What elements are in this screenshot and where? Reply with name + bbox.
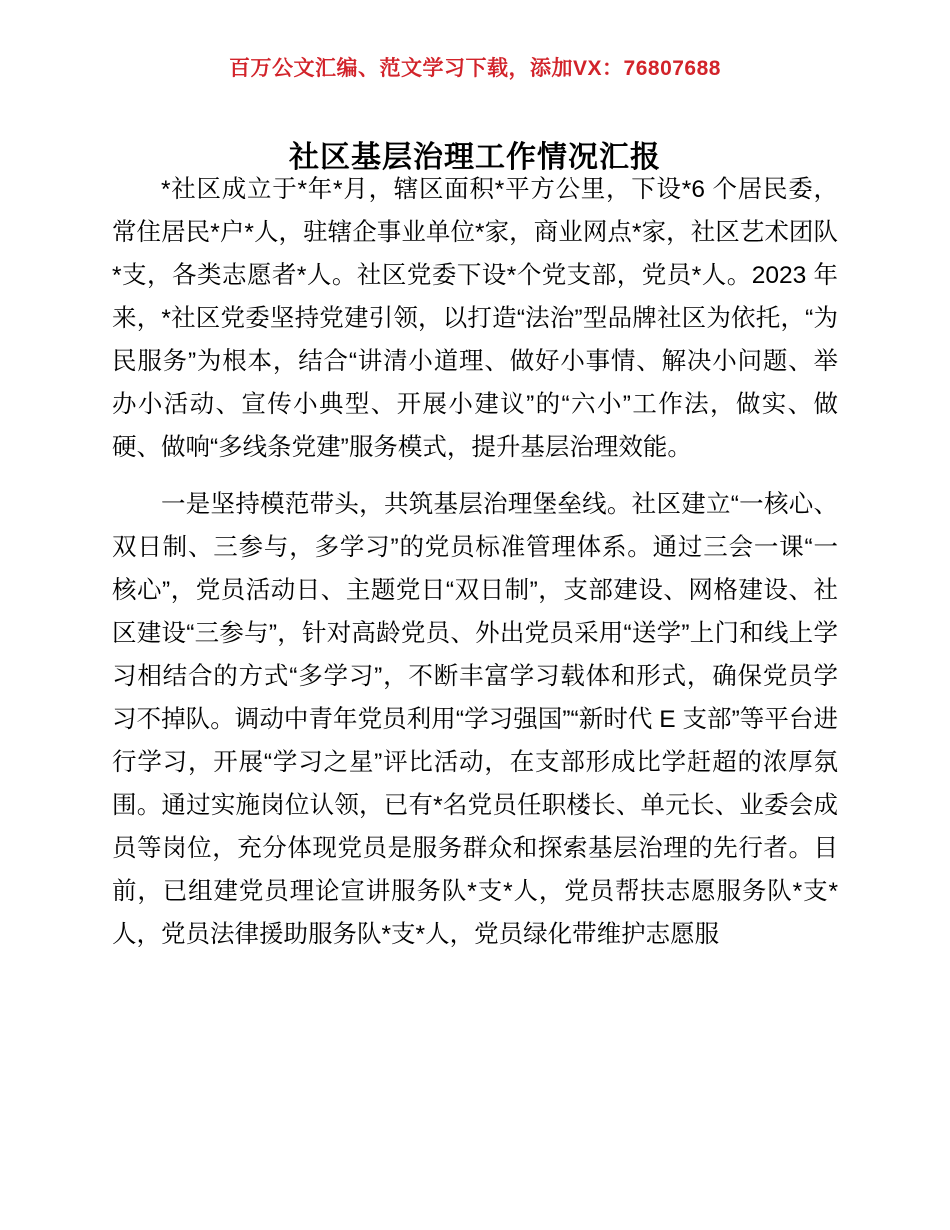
paragraph-1: *社区成立于*年*月，辖区面积*平方公里，下设*6 个居民委，常住居民*户*人，驻辖企事业单位*家，商业网点*家，社区艺术团队*支，各类志愿者*人。社区党委下设*个党支部，党员*人。2023 年来，*社区党委坚持党建引领，以打造“法治”型品牌社区为依托，“为民服务”为根本，结合“讲清小道理、做好小事情、解决小问题、举办小活动、宣传小典型、开展小建议”的“六小”工作法，做实、做硬、做响“多线条党建”服务模式，提升基层治理效能。: [112, 176, 838, 461]
page-title: 社区基层治理工作情况汇报: [289, 141, 661, 175]
watermark-banner: 百万公文汇编、范文学习下载，添加VX：76807688: [229, 57, 721, 80]
document-body: [112, 168, 838, 956]
paragraph-2: 一是坚持模范带头，共筑基层治理堡垒线。社区建立“一核心、双日制、三参与，多学习”的党员标准管理体系。通过三会一课“一核心”，党员活动日、主题党日“双日制”，支部建设、网格建设、社区建设“三参与”，针对高龄党员、外出党员采用“送学”上门和线上学习相结合的方式“多学习”，不断丰富学习载体和形式，确保党员学习不掉队。调动中青年党员利用“学习强国”“新时代 E 支部”等平台进行学习，开展“学习之星”评比活动，在支部形成比学赶超的浓厚氛围。通过实施岗位认领，已有*名党员任职楼长、单元长、业委会成员等岗位，充分体现党员是服务群众和探索基层治理的先行者。目前，已组建党员理论宣讲服务队*支*人，党员帮扶志愿服务队*支*人，党员法律援助服务队*支*人，党员绿化带维护志愿服: [112, 491, 838, 948]
